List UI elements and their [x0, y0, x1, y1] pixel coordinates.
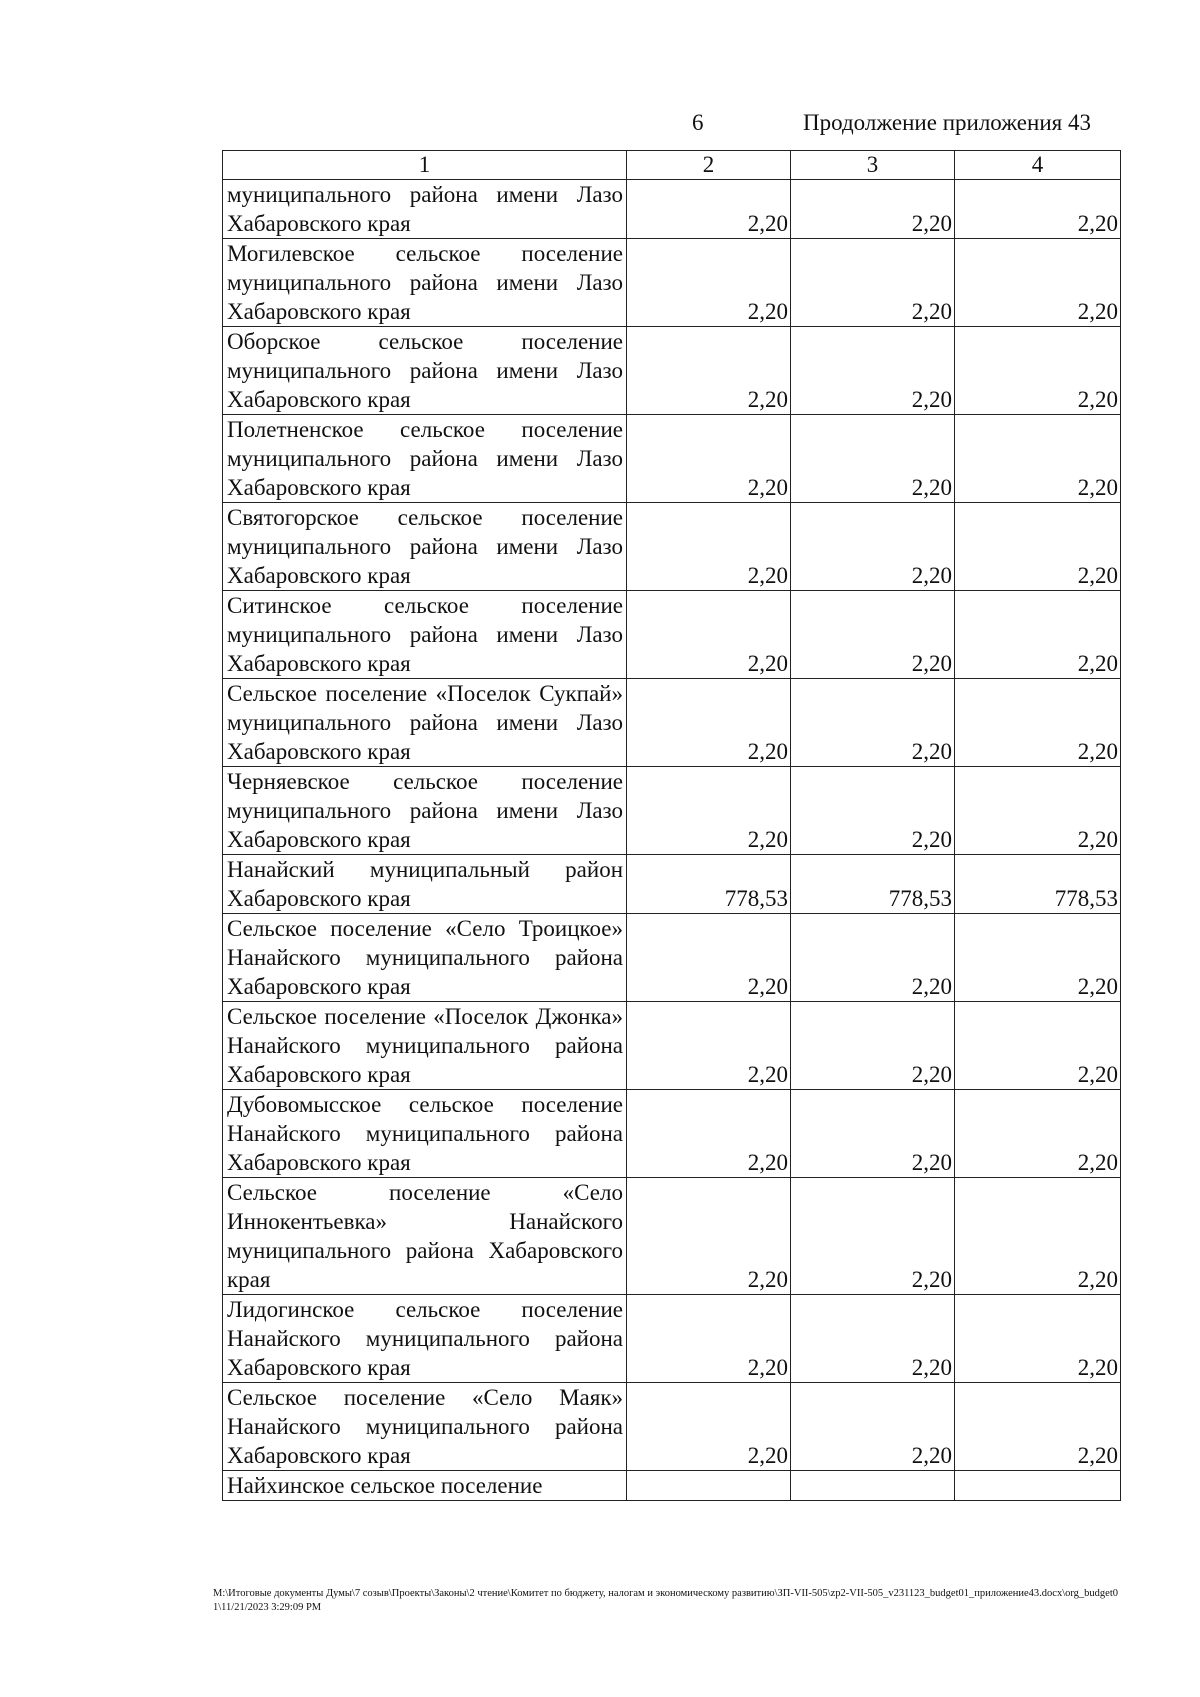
municipality-name: Святогорское сельское поселение муниципального района имени Лазо Хабаровского края: [223, 503, 627, 591]
page-header: [0, 108, 1200, 148]
file-path-footer: M:\Итоговые документы Думы\7 созыв\Проекты\Законы\2 чтение\Комитет по бюджету, налогам и экономическому развитию\ЗП-VII-505\zp2-VII-505_v231123_budget01_приложение43.docx\org_budget01\11/21/2023 3:29:09 PM: [213, 1588, 1118, 1613]
municipality-name: Полетненское сельское поселение муниципального района имени Лазо Хабаровского края: [223, 415, 627, 503]
table-row: [223, 591, 1121, 679]
value-col-2: 2,20: [627, 767, 791, 855]
value-col-3: 2,20: [791, 767, 955, 855]
municipality-name: Лидогинское сельское поселение Нанайского муниципального района Хабаровского края: [223, 1295, 627, 1383]
column-header: 2: [627, 151, 791, 180]
municipality-name: Дубовомысское сельское поселение Нанайского муниципального района Хабаровского края: [223, 1090, 627, 1178]
municipality-name: Сельское поселение «Село Маяк» Нанайского муниципального района Хабаровского края: [223, 1383, 627, 1471]
table-row: [223, 1178, 1121, 1295]
value-col-3: 2,20: [791, 1002, 955, 1090]
column-header: 3: [791, 151, 955, 180]
value-col-3: 2,20: [791, 679, 955, 767]
value-col-3: 2,20: [791, 327, 955, 415]
municipality-name: Найхинское сельское поселение: [223, 1471, 627, 1501]
value-col-4: 2,20: [955, 767, 1121, 855]
table-row: [223, 415, 1121, 503]
value-col-2: 2,20: [627, 914, 791, 1002]
table-row: [223, 1002, 1121, 1090]
table-row: [223, 1090, 1121, 1178]
municipality-name: Нанайский муниципальный район Хабаровского края: [223, 855, 627, 914]
value-col-2: 2,20: [627, 327, 791, 415]
value-col-4: 2,20: [955, 327, 1121, 415]
table-row: [223, 1295, 1121, 1383]
value-col-2: 2,20: [627, 503, 791, 591]
value-col-2: 2,20: [627, 415, 791, 503]
municipality-name: муниципального района имени Лазо Хабаровского края: [223, 180, 627, 239]
value-col-2: 2,20: [627, 239, 791, 327]
value-col-3: 2,20: [791, 591, 955, 679]
value-col-2: 2,20: [627, 1295, 791, 1383]
table-row: [223, 180, 1121, 239]
table-row: [223, 914, 1121, 1002]
table-row: [223, 503, 1121, 591]
value-col-2: 2,20: [627, 1383, 791, 1471]
municipality-name: Сельское поселение «Село Иннокентьевка» Нанайского муниципального района Хабаровского края: [223, 1178, 627, 1295]
value-col-2: 2,20: [627, 1090, 791, 1178]
municipality-name: Ситинское сельское поселение муниципального района имени Лазо Хабаровского края: [223, 591, 627, 679]
table-row: [223, 855, 1121, 914]
municipality-name: Сельское поселение «Поселок Джонка» Нанайского муниципального района Хабаровского края: [223, 1002, 627, 1090]
page-number: 6: [692, 110, 704, 135]
value-col-4: 2,20: [955, 1383, 1121, 1471]
value-col-3: 2,20: [791, 239, 955, 327]
column-header: 1: [223, 151, 627, 180]
appendix-continuation-title: Продолжение приложения 43: [803, 110, 1091, 135]
value-col-4: 2,20: [955, 239, 1121, 327]
value-col-3: 2,20: [791, 914, 955, 1002]
value-col-4: 778,53: [955, 855, 1121, 914]
value-col-3: 2,20: [791, 1178, 955, 1295]
value-col-4: 2,20: [955, 591, 1121, 679]
value-col-2: 2,20: [627, 180, 791, 239]
value-col-2: 2,20: [627, 679, 791, 767]
table-row: [223, 1471, 1121, 1501]
value-col-3: 2,20: [791, 1090, 955, 1178]
value-col-4: 2,20: [955, 1002, 1121, 1090]
value-col-4: 2,20: [955, 914, 1121, 1002]
value-col-2: 2,20: [627, 1178, 791, 1295]
municipality-name: Оборское сельское поселение муниципального района имени Лазо Хабаровского края: [223, 327, 627, 415]
value-col-3: 2,20: [791, 180, 955, 239]
value-col-2: 2,20: [627, 1002, 791, 1090]
value-col-4: 2,20: [955, 1090, 1121, 1178]
value-col-3: 778,53: [791, 855, 955, 914]
value-col-2: 2,20: [627, 591, 791, 679]
table-row: [223, 1383, 1121, 1471]
municipality-name: Сельское поселение «Поселок Сукпай» муниципального района имени Лазо Хабаровского края: [223, 679, 627, 767]
value-col-3: 2,20: [791, 415, 955, 503]
value-col-4: 2,20: [955, 503, 1121, 591]
value-col-3: 2,20: [791, 1383, 955, 1471]
value-col-2: [627, 1471, 791, 1501]
value-col-3: [791, 1471, 955, 1501]
value-col-4: 2,20: [955, 1295, 1121, 1383]
column-header: 4: [955, 151, 1121, 180]
value-col-4: [955, 1471, 1121, 1501]
value-col-4: 2,20: [955, 1178, 1121, 1295]
municipality-name: Могилевское сельское поселение муниципального района имени Лазо Хабаровского края: [223, 239, 627, 327]
municipality-name: Черняевское сельское поселение муниципального района имени Лазо Хабаровского края: [223, 767, 627, 855]
value-col-4: 2,20: [955, 180, 1121, 239]
value-col-2: 778,53: [627, 855, 791, 914]
table-row: [223, 327, 1121, 415]
budget-table: [222, 150, 1121, 1501]
table-row: [223, 767, 1121, 855]
table-row: [223, 239, 1121, 327]
table-header-row: [223, 151, 1121, 180]
value-col-3: 2,20: [791, 503, 955, 591]
value-col-4: 2,20: [955, 415, 1121, 503]
value-col-4: 2,20: [955, 679, 1121, 767]
table-row: [223, 679, 1121, 767]
municipality-name: Сельское поселение «Село Троицкое» Нанайского муниципального района Хабаровского края: [223, 914, 627, 1002]
value-col-3: 2,20: [791, 1295, 955, 1383]
